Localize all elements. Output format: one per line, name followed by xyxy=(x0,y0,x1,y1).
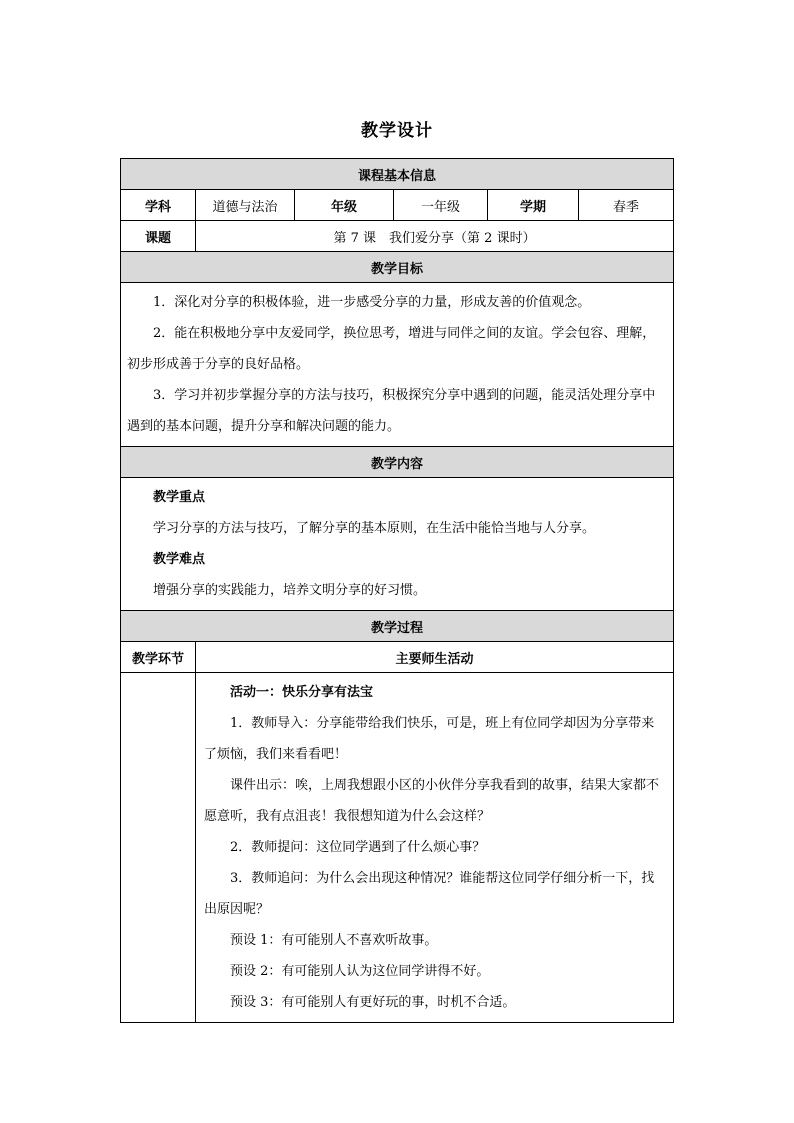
content-cell xyxy=(121,478,674,611)
activity-paragraph: 3．教师追问：为什么会出现这种情况？谁能帮这位同学仔细分析一下，找出原因呢？ xyxy=(204,871,655,917)
process-header: 教学过程 xyxy=(121,611,674,642)
activity-paragraph: 预设 1：有可能别人不喜欢听故事。 xyxy=(230,933,438,948)
process-stage-cell xyxy=(121,673,196,1023)
activity-paragraph: 2．教师提问：这位同学遇到了什么烦心事？ xyxy=(230,840,486,855)
activity-paragraph: 1．教师导入：分享能带给我们快乐，可是，班上有位同学却因为分享带来了烦恼，我们来看看吧！ xyxy=(204,716,655,762)
page-title: 教学设计 xyxy=(361,121,433,141)
goal-item: 3．学习并初步掌握分享的方法与技巧，积极探究分享中遇到的问题，能灵活处理分享中遇到的基本问题，提升分享和解决问题的能力。 xyxy=(127,388,656,434)
activity-paragraph: 课件出示：唉，上周我想跟小区的小伙伴分享我看到的故事，结果大家都不愿意听，我有点沮丧！我很想知道为什么会这样？ xyxy=(204,778,660,824)
process-col-stage: 教学环节 xyxy=(121,642,196,673)
process-col-activities: 主要师生活动 xyxy=(196,642,674,673)
content-header: 教学内容 xyxy=(121,447,674,478)
activity-paragraph: 预设 3：有可能别人有更好玩的事，时机不合适。 xyxy=(230,995,516,1010)
lesson-value: 第 7 课 我们爱分享（第 2 课时） xyxy=(196,221,674,252)
basic-info-header: 课程基本信息 xyxy=(121,159,674,190)
lesson-label: 课题 xyxy=(121,221,196,252)
process-activity-cell xyxy=(196,673,674,1023)
goal-item: 2．能在积极地分享中友爱同学，换位思考，增进与同伴之间的友谊。学会包容、理解，初步形成善于分享的良好品格。 xyxy=(127,326,656,372)
goals-cell xyxy=(121,283,674,447)
activity-paragraph: 预设 2：有可能别人认为这位同学讲得不好。 xyxy=(230,964,490,979)
grade-label: 年级 xyxy=(295,190,394,221)
subject-label: 学科 xyxy=(121,190,196,221)
grade-value: 一年级 xyxy=(394,190,488,221)
goal-item: 1．深化对分享的积极体验，进一步感受分享的力量，形成友善的价值观念。 xyxy=(153,295,591,310)
key-point-text: 学习分享的方法与技巧，了解分享的基本原则，在生活中能恰当地与人分享。 xyxy=(153,521,596,536)
difficulty-label: 教学难点 xyxy=(153,552,206,567)
activity-title: 活动一：快乐分享有法宝 xyxy=(230,685,374,700)
difficulty-text: 增强分享的实践能力，培养文明分享的好习惯。 xyxy=(153,583,427,598)
term-label: 学期 xyxy=(488,190,579,221)
term-value: 春季 xyxy=(579,190,674,221)
key-point-label: 教学重点 xyxy=(153,490,206,505)
lesson-plan-table xyxy=(120,158,674,1023)
goals-header: 教学目标 xyxy=(121,252,674,283)
subject-value: 道德与法治 xyxy=(196,190,295,221)
